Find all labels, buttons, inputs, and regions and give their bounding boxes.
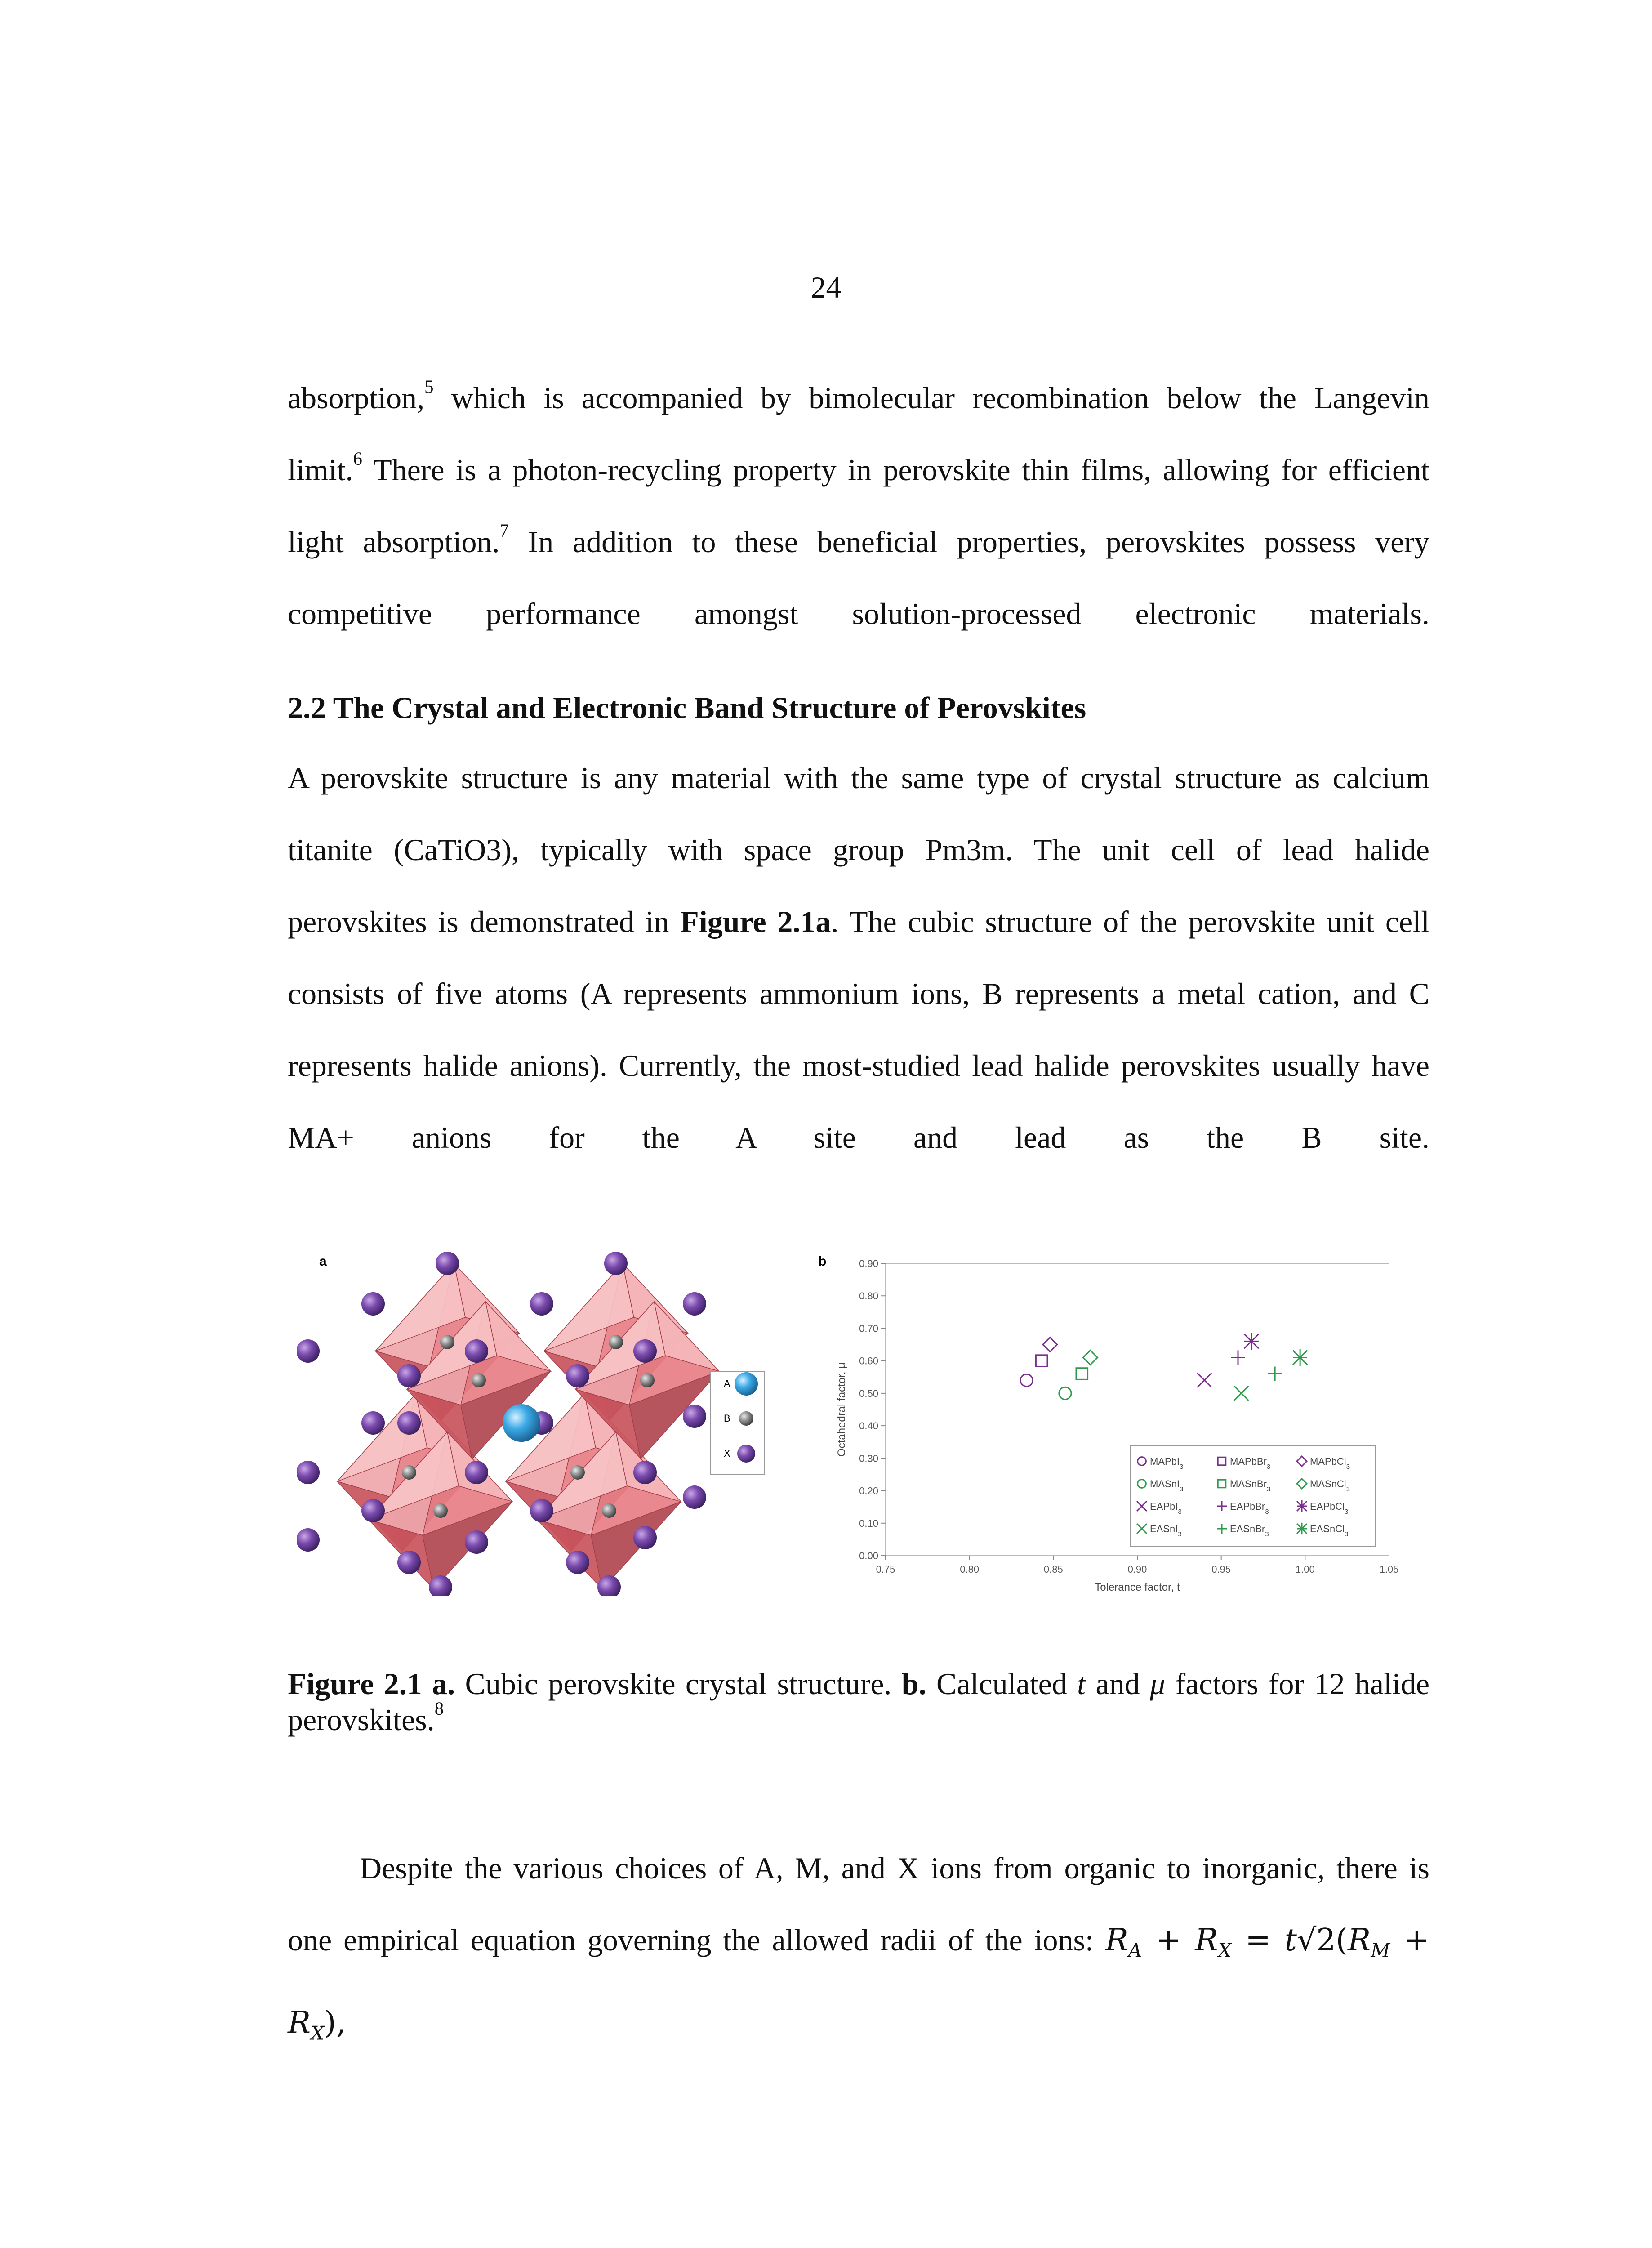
- legend-marker: [1297, 1500, 1307, 1512]
- paragraph-1-line-3: light absorption.$^7$ In addition to these beneficial properties, perovskites possess very: [288, 520, 1429, 559]
- x-site-atom: [683, 1405, 706, 1428]
- legend-label: EAPbI$_3$: [1150, 1501, 1182, 1516]
- y-tick-label: 0.10: [859, 1517, 878, 1529]
- b-site-atom: [570, 1465, 585, 1480]
- y-tick-label: 0.80: [859, 1290, 878, 1302]
- x-site-atom: [297, 1528, 320, 1552]
- x-tick-label: 1.05: [1379, 1564, 1399, 1575]
- legend-b-sphere: [739, 1411, 753, 1426]
- data-point: [1234, 1386, 1248, 1401]
- x-site-atom: [397, 1411, 421, 1435]
- x-tick-label: 0.75: [876, 1564, 895, 1575]
- b-site-atom: [602, 1503, 616, 1518]
- legend-label: EAPbCl$_3$: [1310, 1501, 1349, 1516]
- paragraph-2-line-3: perovskites is demonstrated in Figure 2.1a. The cubic structure of the perovskite unit cell: [288, 905, 1429, 939]
- y-tick-label: 0.60: [859, 1355, 878, 1367]
- legend-a-label: A: [724, 1378, 730, 1389]
- y-tick-label: 0.00: [859, 1550, 878, 1561]
- data-point: [1083, 1350, 1097, 1365]
- legend-marker: [1297, 1523, 1307, 1534]
- crystal-structure-panel: [297, 1245, 809, 1596]
- x-site-atom: [683, 1292, 706, 1316]
- x-tick-label: 1.00: [1295, 1564, 1315, 1575]
- figure-2-1: [297, 1245, 1407, 1596]
- x-site-atom: [530, 1292, 553, 1316]
- legend-label: EASnCl$_3$: [1310, 1523, 1349, 1538]
- x-site-atom: [633, 1526, 657, 1549]
- x-site-atom: [297, 1339, 320, 1363]
- data-point: [1020, 1374, 1033, 1386]
- section-heading: 2.2 The Crystal and Electronic Band Structure of Perovskites: [288, 691, 1086, 725]
- legend-x-label: X: [724, 1448, 730, 1459]
- y-axis-label: Octahedral factor, μ: [836, 1362, 848, 1457]
- legend-label: MASnBr$_3$: [1230, 1478, 1271, 1493]
- data-point: [1197, 1373, 1211, 1387]
- data-point: [1036, 1355, 1047, 1367]
- paragraph-2-line-2: titanite (CaTiO3), typically with space group Pm3m. The unit cell of lead halide: [288, 833, 1429, 867]
- b-site-atom: [640, 1373, 655, 1387]
- legend-b-label: B: [724, 1413, 730, 1424]
- a-site-atom: [503, 1404, 540, 1442]
- figure-caption: [288, 1666, 1429, 1738]
- y-tick-label: 0.30: [859, 1453, 878, 1464]
- legend-label: MAPbCl$_3$: [1310, 1456, 1350, 1471]
- legend-label: EASnI$_3$: [1150, 1523, 1182, 1538]
- legend-label: MAPbI$_3$: [1150, 1456, 1184, 1471]
- legend-label: EAPbBr$_3$: [1230, 1501, 1269, 1516]
- b-site-atom: [440, 1335, 454, 1349]
- data-point: [1231, 1350, 1245, 1365]
- x-tick-label: 0.90: [1127, 1564, 1147, 1575]
- x-site-atom: [361, 1292, 385, 1316]
- y-tick-label: 0.90: [859, 1258, 878, 1269]
- paragraph-2-line-5: represents halide anions). Currently, the most-studied lead halide perovskites usually have: [288, 1048, 1429, 1083]
- x-axis-label: Tolerance factor, t: [1095, 1581, 1180, 1593]
- tolerance-equation: $R_A + R_X = t√2(R_M + R_X)$,: [288, 1922, 1429, 2044]
- y-tick-label: 0.20: [859, 1485, 878, 1497]
- paragraph-2: [288, 742, 1429, 1173]
- paragraph-3-line-2: one empirical equation governing the allowed radii of the ions: $R_A + R_X = t√2(R_M + R_X)$,: [288, 1922, 1429, 2044]
- x-tick-label: 0.80: [960, 1564, 980, 1575]
- y-tick-label: 0.40: [859, 1420, 878, 1432]
- x-tick-label: 0.85: [1043, 1564, 1063, 1575]
- x-site-atom: [297, 1461, 320, 1484]
- legend-label: MAPbBr$_3$: [1230, 1456, 1271, 1471]
- data-point: [1268, 1367, 1282, 1381]
- x-site-atom: [361, 1411, 385, 1435]
- x-site-atom: [361, 1499, 385, 1522]
- legend-a-sphere: [735, 1372, 758, 1396]
- x-site-atom: [465, 1530, 488, 1554]
- b-site-atom: [433, 1503, 448, 1518]
- paragraph-2-line-6: MA+ anions for the A site and lead as the B site.: [288, 1120, 1429, 1155]
- paragraph-1: [288, 362, 1429, 650]
- legend-label: MASnI$_3$: [1150, 1478, 1184, 1493]
- data-point: [1244, 1333, 1259, 1350]
- x-site-atom: [604, 1252, 628, 1275]
- legend-label: EASnBr$_3$: [1230, 1523, 1269, 1538]
- caption-line-1: Figure 2.1 a. Cubic perovskite crystal structure. b. Calculated t and μ factors for 12 halide: [288, 1667, 1430, 1701]
- data-point: [1059, 1387, 1071, 1399]
- x-site-atom: [683, 1485, 706, 1509]
- legend-label: MASnCl$_3$: [1310, 1478, 1350, 1493]
- data-point: [1076, 1368, 1088, 1380]
- x-site-atom: [465, 1339, 488, 1363]
- b-site-atom: [402, 1465, 416, 1480]
- paragraph-2-line-4: consists of five atoms (A represents ammonium ions, B represents a metal cation, and C: [288, 977, 1429, 1011]
- x-site-atom: [530, 1499, 553, 1522]
- b-site-atom: [609, 1335, 623, 1349]
- panel-b-label: b: [818, 1254, 827, 1269]
- b-site-atom: [472, 1373, 486, 1387]
- page-number: 24: [810, 270, 842, 304]
- caption-line-2: perovskites.$^8$: [288, 1698, 444, 1737]
- paragraph-3: [288, 1832, 1429, 2069]
- paragraph-3-line-1: Despite the various choices of A, M, and X ions from organic to inorganic, there is: [360, 1851, 1429, 1885]
- x-site-atom: [566, 1364, 589, 1387]
- panel-a-label: a: [319, 1254, 327, 1269]
- paragraph-2-line-1: A perovskite structure is any material with the same type of crystal structure as calcium: [288, 761, 1429, 795]
- x-site-atom: [566, 1551, 589, 1574]
- x-site-atom: [633, 1339, 657, 1363]
- data-point: [1293, 1349, 1307, 1366]
- paragraph-1-line-2: limit.$^6$ There is a photon-recycling property in perovskite thin films, allowing for efficient: [288, 448, 1429, 487]
- y-tick-label: 0.50: [859, 1387, 878, 1399]
- legend-x-sphere: [737, 1445, 755, 1463]
- x-site-atom: [436, 1252, 459, 1275]
- x-site-atom: [397, 1364, 421, 1387]
- y-tick-label: 0.70: [859, 1323, 878, 1334]
- x-tick-label: 0.95: [1211, 1564, 1231, 1575]
- figure-reference: Figure 2.1a: [680, 905, 831, 939]
- x-site-atom: [633, 1461, 657, 1484]
- scatter-chart: [818, 1245, 1407, 1596]
- paragraph-1-line-4: competitive performance amongst solution-processed electronic materials.: [288, 597, 1429, 631]
- paragraph-1-line-1: absorption,$^5$ which is accompanied by bimolecular recombination below the Langevin: [288, 376, 1429, 415]
- x-site-atom: [465, 1461, 488, 1484]
- data-point: [1043, 1338, 1057, 1352]
- x-site-atom: [397, 1551, 421, 1574]
